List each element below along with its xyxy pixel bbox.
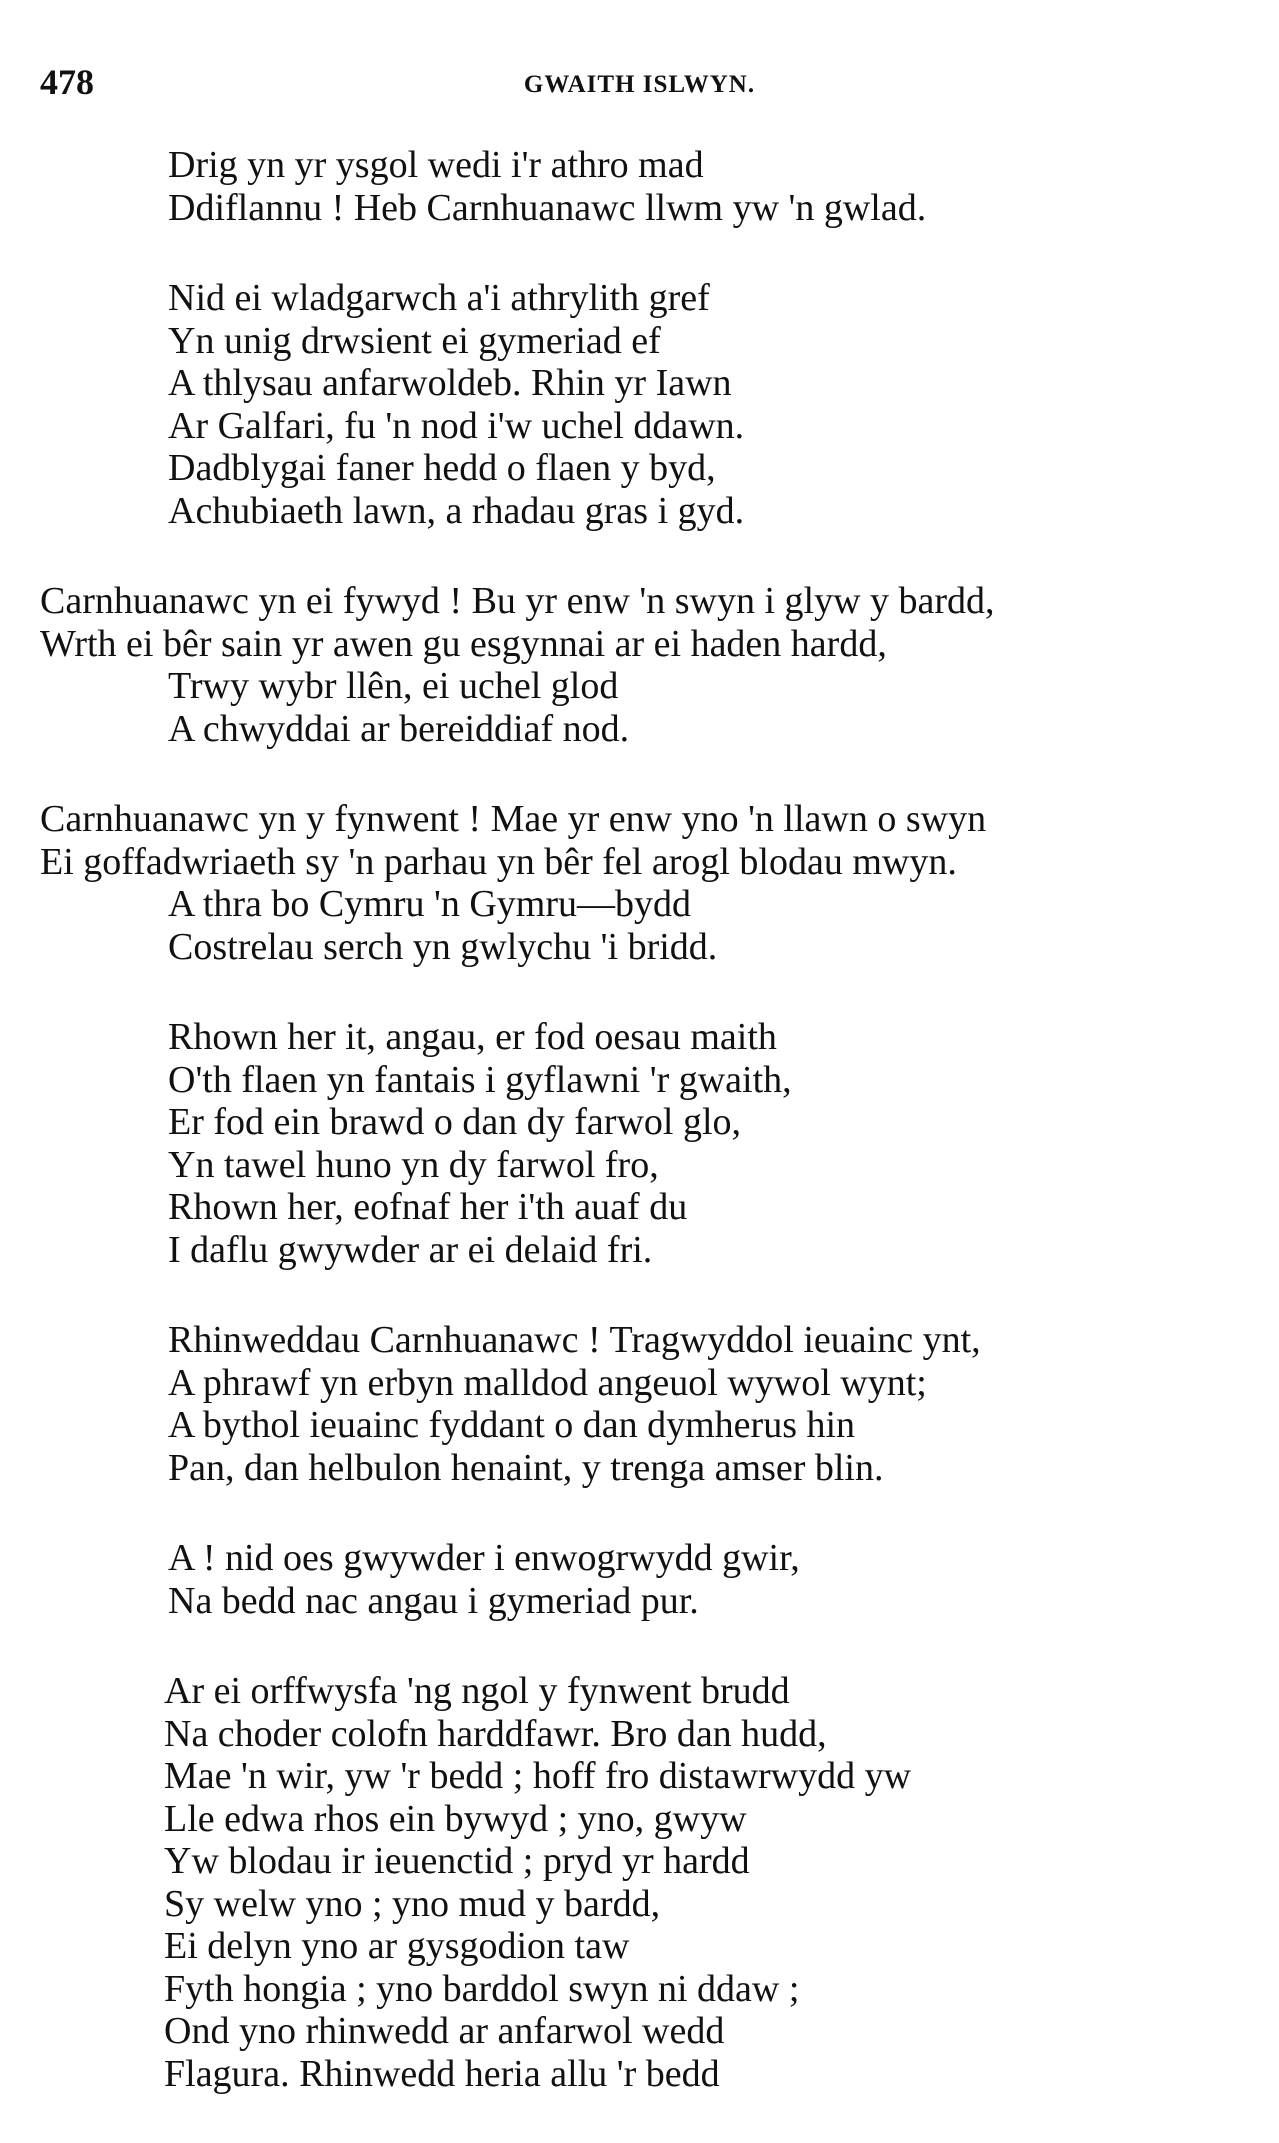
- poem-line: Ar ei orffwysfa 'ng ngol y fynwent brudd: [164, 1670, 790, 1712]
- poem-line: Ei delyn yno ar gysgodion taw: [164, 1925, 630, 1967]
- poem-line: Yw blodau ir ieuenctid ; pryd yr hardd: [164, 1840, 750, 1882]
- running-title: GWAITH ISLWYN.: [523, 71, 756, 98]
- stanza-3: [0, 580, 1279, 750]
- stanza-2: [0, 277, 1279, 532]
- poem-line: Carnhuanawc yn ei fywyd ! Bu yr enw 'n swyn i glyw y bardd,: [40, 580, 995, 622]
- poem-line: Costrelau serch yn gwlychu 'i bridd.: [168, 925, 718, 968]
- poem-line: Wrth ei bêr sain yr awen gu esgynnai ar ei haden hardd,: [40, 622, 887, 665]
- poem-line: Ar Galfari, fu 'n nod i'w uchel ddawn.: [168, 404, 745, 447]
- poem-line: Achubiaeth lawn, a rhadau gras i gyd.: [168, 489, 745, 532]
- poem-line: Nid ei wladgarwch a'i athrylith gref: [168, 277, 710, 319]
- poem-line: A ! nid oes gwywder i enwogrwydd gwir,: [168, 1537, 800, 1579]
- poem-line: Ddiflannu ! Heb Carnhuanawc llwm yw 'n gwlad.: [168, 186, 927, 229]
- poem-line: Na bedd nac angau i gymeriad pur.: [168, 1579, 699, 1622]
- poem-line: Lle edwa rhos ein bywyd ; yno, gwyw: [164, 1797, 747, 1840]
- poem-line: A thlysau anfarwoldeb. Rhin yr Iawn: [168, 362, 732, 404]
- stanza-7: [0, 1537, 1279, 1622]
- poem-line: Na choder colofn harddfawr. Bro dan hudd,: [164, 1712, 827, 1755]
- poem-line: Rhown her it, angau, er fod oesau maith: [168, 1016, 777, 1058]
- poem-line: Drig yn yr ysgol wedi i'r athro mad: [168, 144, 704, 186]
- page-number: 478: [40, 62, 94, 102]
- poem-line: O'th flaen yn fantais i gyflawni 'r gwaith,: [168, 1058, 792, 1101]
- poem-line: Sy welw yno ; yno mud y bardd,: [164, 1882, 661, 1925]
- poem-line: Er fod ein brawd o dan dy farwol glo,: [168, 1101, 742, 1143]
- poem-line: Yn unig drwsient ei gymeriad ef: [168, 319, 661, 362]
- poem-line: I daflu gwywder ar ei delaid fri.: [168, 1228, 653, 1271]
- stanza-8: [0, 1670, 1279, 2095]
- stanza-1: [0, 144, 1279, 229]
- poem-line: Mae 'n wir, yw 'r bedd ; hoff fro distawrwydd yw: [164, 1755, 912, 1797]
- stanza-5: [0, 1016, 1279, 1271]
- poem-line: A phrawf yn erbyn malldod angeuol wywol wynt;: [168, 1361, 927, 1404]
- poem-line: Dadblygai faner hedd o flaen y byd,: [168, 447, 716, 489]
- poem-line: Ei goffadwriaeth sy 'n parhau yn bêr fel arogl blodau mwyn.: [40, 840, 957, 883]
- poem-line: A chwyddai ar bereiddiaf nod.: [168, 707, 630, 750]
- stanza-4: [0, 798, 1279, 968]
- stanza-6: [0, 1319, 1279, 1489]
- poem-line: Rhinweddau Carnhuanawc ! Tragwyddol ieuainc ynt,: [168, 1319, 981, 1361]
- poem-line: Carnhuanawc yn y fynwent ! Mae yr enw yno 'n llawn o swyn: [40, 798, 987, 840]
- poem-line: Pan, dan helbulon henaint, y trenga amser blin.: [168, 1446, 884, 1489]
- poem-body: [0, 144, 1279, 2143]
- poem-line: Fyth hongia ; yno barddol swyn ni ddaw ;: [164, 1967, 800, 2010]
- poem-line: Trwy wybr llên, ei uchel glod: [168, 665, 619, 707]
- poem-line: Rhown her, eofnaf her i'th auaf du: [168, 1186, 688, 1228]
- poem-line: A bythol ieuainc fyddant o dan dymherus hin: [168, 1404, 856, 1446]
- poem-line: A thra bo Cymru 'n Gymru—bydd: [168, 883, 691, 925]
- poem-line: Flagura. Rhinwedd heria allu 'r bedd: [164, 2052, 720, 2095]
- poem-line: Yn tawel huno yn dy farwol fro,: [168, 1143, 659, 1186]
- poem-line: Ond yno rhinwedd ar anfarwol wedd: [164, 2010, 725, 2052]
